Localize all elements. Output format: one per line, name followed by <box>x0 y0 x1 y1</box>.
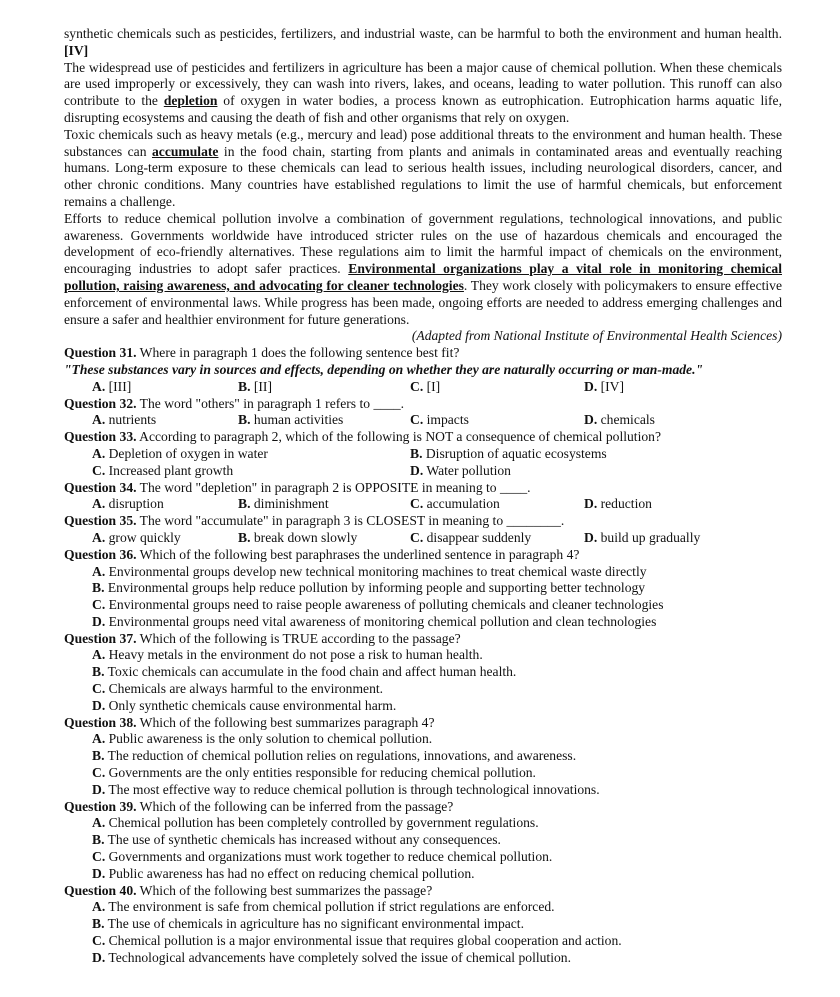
option-text: break down slowly <box>250 529 358 545</box>
question-37-stem <box>64 631 782 648</box>
option-letter: D. <box>584 529 598 545</box>
option-b[interactable] <box>92 664 782 681</box>
option-letter: A. <box>92 445 106 461</box>
option-letter: D. <box>410 462 424 478</box>
option-c[interactable] <box>92 933 782 950</box>
option-text: grow quickly <box>105 529 181 545</box>
option-text: accumulation <box>423 496 500 512</box>
option-text: Increased plant growth <box>105 462 234 478</box>
question-31-stem <box>64 345 782 362</box>
option-c[interactable] <box>92 463 410 480</box>
paragraph-4-before: Efforts to reduce chemical pollution involve a combination of government regulations, technological innovations, and public awareness. Governments worldwide have introduced stricter rules on the use of hazardous chemicals and encouraged the development of eco-friendly alternatives. These regulations aim to limit the harmful impact of chemicals on the environment, encouraging industries to adopt safer practices. <box>64 210 782 277</box>
question-text: Which of the following is TRUE according to the passage? <box>136 630 461 646</box>
option-c[interactable] <box>410 412 584 429</box>
question-34-options <box>64 496 782 513</box>
question-number: Question 39. <box>64 798 137 814</box>
option-text: The use of chemicals in agriculture has no significant environmental impact. <box>104 916 524 932</box>
paragraph-4-after: . They work closely with policymakers to ensure effective enforcement of environmental laws. While progress has been made, ongoing efforts are needed to address emerging challenges and ensure a safer and healthier environment for future generations. <box>64 277 782 327</box>
option-text: Technological advancements have completely solved the issue of chemical pollution. <box>105 949 571 965</box>
option-letter: C. <box>92 849 106 865</box>
question-40 <box>64 883 782 967</box>
option-letter: D. <box>92 781 106 797</box>
option-letter: A. <box>92 815 106 831</box>
option-letter: C. <box>410 529 424 545</box>
option-text: Environmental groups need to raise people awareness of polluting chemicals and cleaner technologies <box>105 597 664 613</box>
question-35 <box>64 513 782 547</box>
option-text: The most effective way to reduce chemical pollution is through technological innovations. <box>105 781 600 797</box>
option-c[interactable] <box>410 496 584 513</box>
option-text: Chemicals are always harmful to the environment. <box>105 681 384 697</box>
option-letter: A. <box>92 378 106 394</box>
paragraph-1-tail <box>64 26 782 60</box>
question-34 <box>64 480 782 514</box>
option-b[interactable] <box>92 580 782 597</box>
paragraph-3-before: Toxic chemicals such as heavy metals (e.g., mercury and lead) pose additional threats to the environment and human health. These substances can <box>64 126 782 159</box>
option-d[interactable] <box>92 782 782 799</box>
option-letter: B. <box>92 832 105 848</box>
option-d[interactable] <box>92 614 782 631</box>
option-a[interactable] <box>92 564 782 581</box>
question-text: The word "depletion" in paragraph 2 is OPPOSITE in meaning to ____. <box>136 479 531 495</box>
option-letter: C. <box>410 496 424 512</box>
option-text: chemicals <box>597 412 655 428</box>
option-letter: D. <box>92 865 106 881</box>
option-letter: A. <box>92 731 106 747</box>
question-35-options <box>64 530 782 547</box>
option-text: disappear suddenly <box>423 529 532 545</box>
question-36 <box>64 547 782 631</box>
option-c[interactable] <box>92 849 782 866</box>
option-a[interactable] <box>92 815 782 832</box>
option-letter: D. <box>92 613 106 629</box>
option-text: The use of synthetic chemicals has increased without any consequences. <box>104 832 501 848</box>
option-text: [II] <box>250 378 272 394</box>
question-39-options <box>64 815 782 882</box>
option-text: Chemical pollution has been completely controlled by government regulations. <box>105 815 539 831</box>
question-text: The word "accumulate" in paragraph 3 is CLOSEST in meaning to ________. <box>136 513 565 529</box>
question-37-options <box>64 647 782 714</box>
option-letter: B. <box>92 748 105 764</box>
option-text: Water pollution <box>423 462 511 478</box>
option-text: The reduction of chemical pollution relies on regulations, innovations, and awareness. <box>104 748 577 764</box>
option-b[interactable] <box>238 412 410 429</box>
option-letter: B. <box>92 580 105 596</box>
question-number: Question 31. <box>64 345 137 361</box>
option-c[interactable] <box>92 597 782 614</box>
option-letter: A. <box>92 647 106 663</box>
option-a[interactable] <box>92 412 238 429</box>
option-b[interactable] <box>238 379 410 396</box>
option-c[interactable] <box>92 681 782 698</box>
paragraph-2-after: of oxygen in water bodies, a process known as eutrophication. Eutrophication harms aquatic life, disrupting ecosystems and causing the death of fish and other organisms that rely on oxygen. <box>64 93 782 125</box>
option-letter: D. <box>92 697 106 713</box>
option-letter: B. <box>92 916 105 932</box>
option-text: build up gradually <box>597 529 701 545</box>
question-33-options <box>64 446 782 480</box>
question-40-stem <box>64 883 782 900</box>
question-38-options <box>64 731 782 798</box>
question-33-stem <box>64 429 782 446</box>
paragraph-1-text: synthetic chemicals such as pesticides, fertilizers, and industrial waste, can be harmful to both the environment and human health. <box>64 26 782 41</box>
option-b[interactable] <box>92 916 782 933</box>
question-number: Question 35. <box>64 513 137 529</box>
option-a[interactable] <box>92 446 410 463</box>
underlined-sentence: Environmental organizations play a vital role in monitoring chemical pollution, raising awareness, and advocating for cleaner technologies <box>64 261 782 293</box>
option-a[interactable] <box>92 379 238 396</box>
paragraph-4 <box>64 211 782 329</box>
question-32-stem <box>64 396 782 413</box>
option-d[interactable] <box>92 698 782 715</box>
option-text: Heavy metals in the environment do not pose a risk to human health. <box>105 647 483 663</box>
option-letter: B. <box>238 378 251 394</box>
paragraph-2-before: The widespread use of pesticides and fertilizers in agriculture has been a major cause of chemical pollution. When these chemicals are used improperly or excessively, they can wash into rivers, lakes, and oceans, leading to water pollution. This runoff can also contribute to the <box>64 59 782 109</box>
question-38 <box>64 715 782 799</box>
question-31 <box>64 345 782 395</box>
question-text: Which of the following best summarizes paragraph 4? <box>136 714 435 730</box>
question-31-options <box>64 379 782 396</box>
question-34-stem <box>64 480 782 497</box>
option-d[interactable] <box>584 530 782 547</box>
option-letter: D. <box>584 378 598 394</box>
question-35-stem <box>64 513 782 530</box>
option-text: Toxic chemicals can accumulate in the food chain and affect human health. <box>104 664 517 680</box>
question-text: Where in paragraph 1 does the following sentence best fit? <box>136 345 460 361</box>
option-b[interactable] <box>410 446 782 463</box>
option-d[interactable] <box>584 412 782 429</box>
option-text: Public awareness is the only solution to chemical pollution. <box>105 731 433 747</box>
option-letter: A. <box>92 496 106 512</box>
option-letter: D. <box>92 949 106 965</box>
option-b[interactable] <box>238 496 410 513</box>
keyword-accumulate: accumulate <box>151 143 219 159</box>
option-text: [III] <box>105 378 132 394</box>
option-d[interactable] <box>584 496 782 513</box>
option-text: nutrients <box>105 412 157 428</box>
option-letter: C. <box>92 462 106 478</box>
option-d[interactable] <box>410 463 782 480</box>
option-text: Depletion of oxygen in water <box>105 445 268 461</box>
option-b[interactable] <box>92 832 782 849</box>
option-a[interactable] <box>92 731 782 748</box>
option-text: Chemical pollution is a major environmental issue that requires global cooperation and action. <box>105 933 622 949</box>
question-text: The word "others" in paragraph 1 refers to ____. <box>136 395 405 411</box>
question-32-options <box>64 412 782 429</box>
option-text: disruption <box>105 496 164 512</box>
option-text: Governments and organizations must work together to reduce chemical pollution. <box>105 849 553 865</box>
option-d[interactable] <box>92 866 782 883</box>
option-letter: A. <box>92 899 106 915</box>
option-letter: D. <box>584 412 598 428</box>
option-text: The environment is safe from chemical pollution if strict regulations are enforced. <box>105 899 555 915</box>
option-letter: B. <box>238 412 251 428</box>
question-number: Question 34. <box>64 479 137 495</box>
question-text: Which of the following can be inferred from the passage? <box>136 798 454 814</box>
paragraph-3 <box>64 127 782 211</box>
option-text: Disruption of aquatic ecosystems <box>422 445 607 461</box>
question-39 <box>64 799 782 883</box>
option-text: [IV] <box>597 378 625 394</box>
option-letter: B. <box>238 529 251 545</box>
question-40-options <box>64 899 782 966</box>
question-32 <box>64 396 782 430</box>
option-letter: A. <box>92 529 106 545</box>
question-text: Which of the following best summarizes the passage? <box>136 882 433 898</box>
option-letter: B. <box>92 664 105 680</box>
option-text: Governments are the only entities responsible for reducing chemical pollution. <box>105 765 536 781</box>
option-a[interactable] <box>92 647 782 664</box>
question-36-options <box>64 564 782 631</box>
option-letter: A. <box>92 563 106 579</box>
option-c[interactable] <box>410 379 584 396</box>
option-b[interactable] <box>238 530 410 547</box>
question-number: Question 36. <box>64 546 137 562</box>
option-letter: C. <box>92 597 106 613</box>
position-marker-iv: [IV] <box>64 42 89 58</box>
option-letter: C. <box>92 681 106 697</box>
option-text: [I] <box>423 378 441 394</box>
option-letter: A. <box>92 412 106 428</box>
question-text: According to paragraph 2, which of the following is NOT a consequence of chemical pollution? <box>136 429 661 445</box>
option-text: reduction <box>597 496 652 512</box>
option-b[interactable] <box>92 748 782 765</box>
question-text: Which of the following best paraphrases the underlined sentence in paragraph 4? <box>136 546 580 562</box>
question-39-stem <box>64 799 782 816</box>
question-33 <box>64 429 782 479</box>
option-a[interactable] <box>92 496 238 513</box>
option-a[interactable] <box>92 899 782 916</box>
option-letter: C. <box>410 412 424 428</box>
question-36-stem <box>64 547 782 564</box>
option-d[interactable] <box>584 379 782 396</box>
option-d[interactable] <box>92 950 782 967</box>
question-37 <box>64 631 782 715</box>
option-text: Environmental groups help reduce pollution by informing people and supporting better technology <box>104 580 646 596</box>
question-number: Question 32. <box>64 395 137 411</box>
option-a[interactable] <box>92 530 238 547</box>
option-text: Environmental groups develop new technical monitoring machines to treat chemical waste directly <box>105 563 647 579</box>
option-letter: B. <box>410 445 423 461</box>
paragraph-2 <box>64 60 782 127</box>
question-number: Question 37. <box>64 630 137 646</box>
option-text: Environmental groups need vital awareness of monitoring chemical pollution and clean technologies <box>105 613 657 629</box>
option-text: human activities <box>250 412 344 428</box>
option-text: diminishment <box>250 496 329 512</box>
question-number: Question 33. <box>64 429 137 445</box>
option-letter: D. <box>584 496 598 512</box>
question-31-quote: "These substances vary in sources and effects, depending on whether they are naturally occurring or man-made." <box>64 361 704 377</box>
keyword-depletion: depletion <box>163 93 218 109</box>
passage-source: (Adapted from National Institute of Environmental Health Sciences) <box>411 328 782 344</box>
option-letter: C. <box>92 765 106 781</box>
option-letter: B. <box>238 496 251 512</box>
option-letter: C. <box>410 378 424 394</box>
question-number: Question 40. <box>64 882 137 898</box>
option-c[interactable] <box>92 765 782 782</box>
paragraph-3-after: in the food chain, starting from plants and animals in contaminated areas and eventually reaching humans. Long-term exposure to these chemicals can lead to serious health issues, including neurological disorders, cancer, and other chronic conditions. Many countries have established regulations to limit the use of harmful chemicals, but enforcement remains a challenge. <box>64 143 782 209</box>
option-c[interactable] <box>410 530 584 547</box>
option-text: Only synthetic chemicals cause environmental harm. <box>105 697 397 713</box>
question-38-stem <box>64 715 782 732</box>
option-letter: C. <box>92 933 106 949</box>
question-number: Question 38. <box>64 714 137 730</box>
option-text: impacts <box>423 412 469 428</box>
option-text: Public awareness has had no effect on reducing chemical pollution. <box>105 865 475 881</box>
